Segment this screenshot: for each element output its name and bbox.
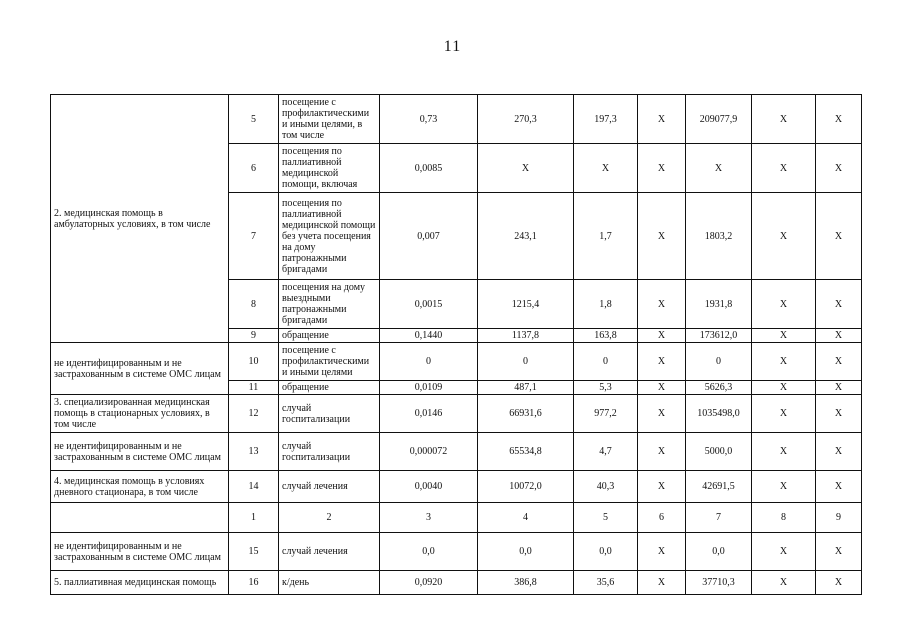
table-row — [51, 433, 862, 471]
value-cell: 1,8 — [574, 280, 638, 329]
table-row — [51, 471, 862, 503]
value-cell: X — [638, 533, 686, 571]
row-number: 8 — [229, 280, 279, 329]
value-cell: 0,000072 — [380, 433, 478, 471]
value-cell: X — [638, 571, 686, 595]
value-cell: 270,3 — [478, 95, 574, 144]
value-cell: 5,3 — [574, 381, 638, 395]
group-label: не идентифицированным и не застрахованным в системе ОМС лицам — [51, 343, 229, 395]
data-table — [50, 94, 862, 595]
value-cell: 0,0015 — [380, 280, 478, 329]
unit-cell: посещения на дому выездными патронажными бригадами — [279, 280, 380, 329]
value-cell: 10072,0 — [478, 471, 574, 503]
value-cell: X — [752, 381, 816, 395]
column-number — [51, 503, 229, 533]
value-cell: 4,7 — [574, 433, 638, 471]
value-cell: 0 — [574, 343, 638, 381]
value-cell: 0,0146 — [380, 395, 478, 433]
column-number: 3 — [380, 503, 478, 533]
value-cell: X — [638, 433, 686, 471]
value-cell: 5626,3 — [686, 381, 752, 395]
value-cell: 1137,8 — [478, 329, 574, 343]
column-number: 1 — [229, 503, 279, 533]
value-cell: 0,0 — [574, 533, 638, 571]
value-cell: X — [816, 329, 862, 343]
value-cell: 173612,0 — [686, 329, 752, 343]
row-number: 9 — [229, 329, 279, 343]
value-cell: X — [638, 280, 686, 329]
unit-cell: случай лечения — [279, 471, 380, 503]
value-cell: 0 — [478, 343, 574, 381]
unit-cell: посещения по паллиативной медицинской помощи без учета посещения на дому патронажными бригадами — [279, 193, 380, 280]
value-cell: X — [816, 193, 862, 280]
value-cell: X — [638, 381, 686, 395]
value-cell: X — [752, 280, 816, 329]
value-cell: 1035498,0 — [686, 395, 752, 433]
value-cell: 1,7 — [574, 193, 638, 280]
value-cell: 66931,6 — [478, 395, 574, 433]
value-cell: 1931,8 — [686, 280, 752, 329]
value-cell: 0,0109 — [380, 381, 478, 395]
row-number: 6 — [229, 144, 279, 193]
value-cell: 0,0 — [478, 533, 574, 571]
unit-cell: посещение с профилактическими и иными целями, в том числе — [279, 95, 380, 144]
value-cell: 0,0040 — [380, 471, 478, 503]
value-cell: 0,0085 — [380, 144, 478, 193]
row-number: 15 — [229, 533, 279, 571]
group-label: 4. медицинская помощь в условиях дневного стационара, в том числе — [51, 471, 229, 503]
value-cell: X — [752, 395, 816, 433]
value-cell: 40,3 — [574, 471, 638, 503]
value-cell: X — [752, 433, 816, 471]
value-cell: X — [816, 471, 862, 503]
value-cell: 243,1 — [478, 193, 574, 280]
unit-cell: обращение — [279, 329, 380, 343]
group-label: не идентифицированным и не застрахованным в системе ОМС лицам — [51, 533, 229, 571]
value-cell: X — [752, 471, 816, 503]
value-cell: X — [638, 343, 686, 381]
table-row — [51, 533, 862, 571]
value-cell: X — [686, 144, 752, 193]
column-number: 6 — [638, 503, 686, 533]
column-number: 8 — [752, 503, 816, 533]
value-cell: 1803,2 — [686, 193, 752, 280]
table-row — [51, 95, 862, 144]
value-cell: X — [752, 329, 816, 343]
column-number: 4 — [478, 503, 574, 533]
value-cell: X — [638, 144, 686, 193]
unit-cell: посещение с профилактическими и иными целями — [279, 343, 380, 381]
value-cell: X — [638, 95, 686, 144]
value-cell: X — [574, 144, 638, 193]
value-cell: 386,8 — [478, 571, 574, 595]
value-cell: X — [816, 95, 862, 144]
value-cell: 65534,8 — [478, 433, 574, 471]
row-number: 14 — [229, 471, 279, 503]
unit-cell: обращение — [279, 381, 380, 395]
value-cell: X — [816, 433, 862, 471]
value-cell: X — [638, 329, 686, 343]
value-cell: X — [478, 144, 574, 193]
value-cell: X — [816, 533, 862, 571]
value-cell: X — [816, 280, 862, 329]
value-cell: 0 — [380, 343, 478, 381]
unit-cell: посещения по паллиативной медицинской помощи, включая — [279, 144, 380, 193]
unit-cell: к/день — [279, 571, 380, 595]
column-number: 2 — [279, 503, 380, 533]
value-cell: 0,0920 — [380, 571, 478, 595]
value-cell: X — [752, 571, 816, 595]
value-cell: X — [752, 533, 816, 571]
column-number-row — [51, 503, 862, 533]
value-cell: 209077,9 — [686, 95, 752, 144]
value-cell: X — [752, 343, 816, 381]
row-number: 10 — [229, 343, 279, 381]
value-cell: 1215,4 — [478, 280, 574, 329]
value-cell: 487,1 — [478, 381, 574, 395]
value-cell: 0 — [686, 343, 752, 381]
row-number: 13 — [229, 433, 279, 471]
value-cell: 0,73 — [380, 95, 478, 144]
value-cell: 42691,5 — [686, 471, 752, 503]
unit-cell: случай лечения — [279, 533, 380, 571]
row-number: 5 — [229, 95, 279, 144]
unit-cell: случай госпитализации — [279, 433, 380, 471]
group-label: не идентифицированным и не застрахованным в системе ОМС лицам — [51, 433, 229, 471]
value-cell: X — [752, 193, 816, 280]
value-cell: 37710,3 — [686, 571, 752, 595]
group-label: 5. паллиативная медицинская помощь — [51, 571, 229, 595]
column-number: 9 — [816, 503, 862, 533]
value-cell: 0,1440 — [380, 329, 478, 343]
table-row — [51, 395, 862, 433]
value-cell: 0,007 — [380, 193, 478, 280]
value-cell: 35,6 — [574, 571, 638, 595]
row-number: 11 — [229, 381, 279, 395]
row-number: 16 — [229, 571, 279, 595]
column-number: 7 — [686, 503, 752, 533]
row-number: 12 — [229, 395, 279, 433]
value-cell: 977,2 — [574, 395, 638, 433]
value-cell: X — [816, 571, 862, 595]
unit-cell: случай госпитализации — [279, 395, 380, 433]
group-label: 2. медицинская помощь в амбулаторных условиях, в том числе — [51, 95, 229, 343]
value-cell: 163,8 — [574, 329, 638, 343]
column-number: 5 — [574, 503, 638, 533]
table-row — [51, 571, 862, 595]
group-label: 3. специализированная медицинская помощь в стационарных условиях, в том числе — [51, 395, 229, 433]
value-cell: X — [752, 95, 816, 144]
value-cell: 5000,0 — [686, 433, 752, 471]
value-cell: 197,3 — [574, 95, 638, 144]
value-cell: X — [752, 144, 816, 193]
value-cell: 0,0 — [686, 533, 752, 571]
value-cell: X — [638, 193, 686, 280]
value-cell: X — [816, 381, 862, 395]
value-cell: X — [638, 395, 686, 433]
value-cell: X — [816, 343, 862, 381]
value-cell: X — [816, 144, 862, 193]
value-cell: 0,0 — [380, 533, 478, 571]
table-row — [51, 343, 862, 381]
row-number: 7 — [229, 193, 279, 280]
value-cell: X — [638, 471, 686, 503]
page-number: 11 — [443, 38, 462, 55]
value-cell: X — [816, 395, 862, 433]
